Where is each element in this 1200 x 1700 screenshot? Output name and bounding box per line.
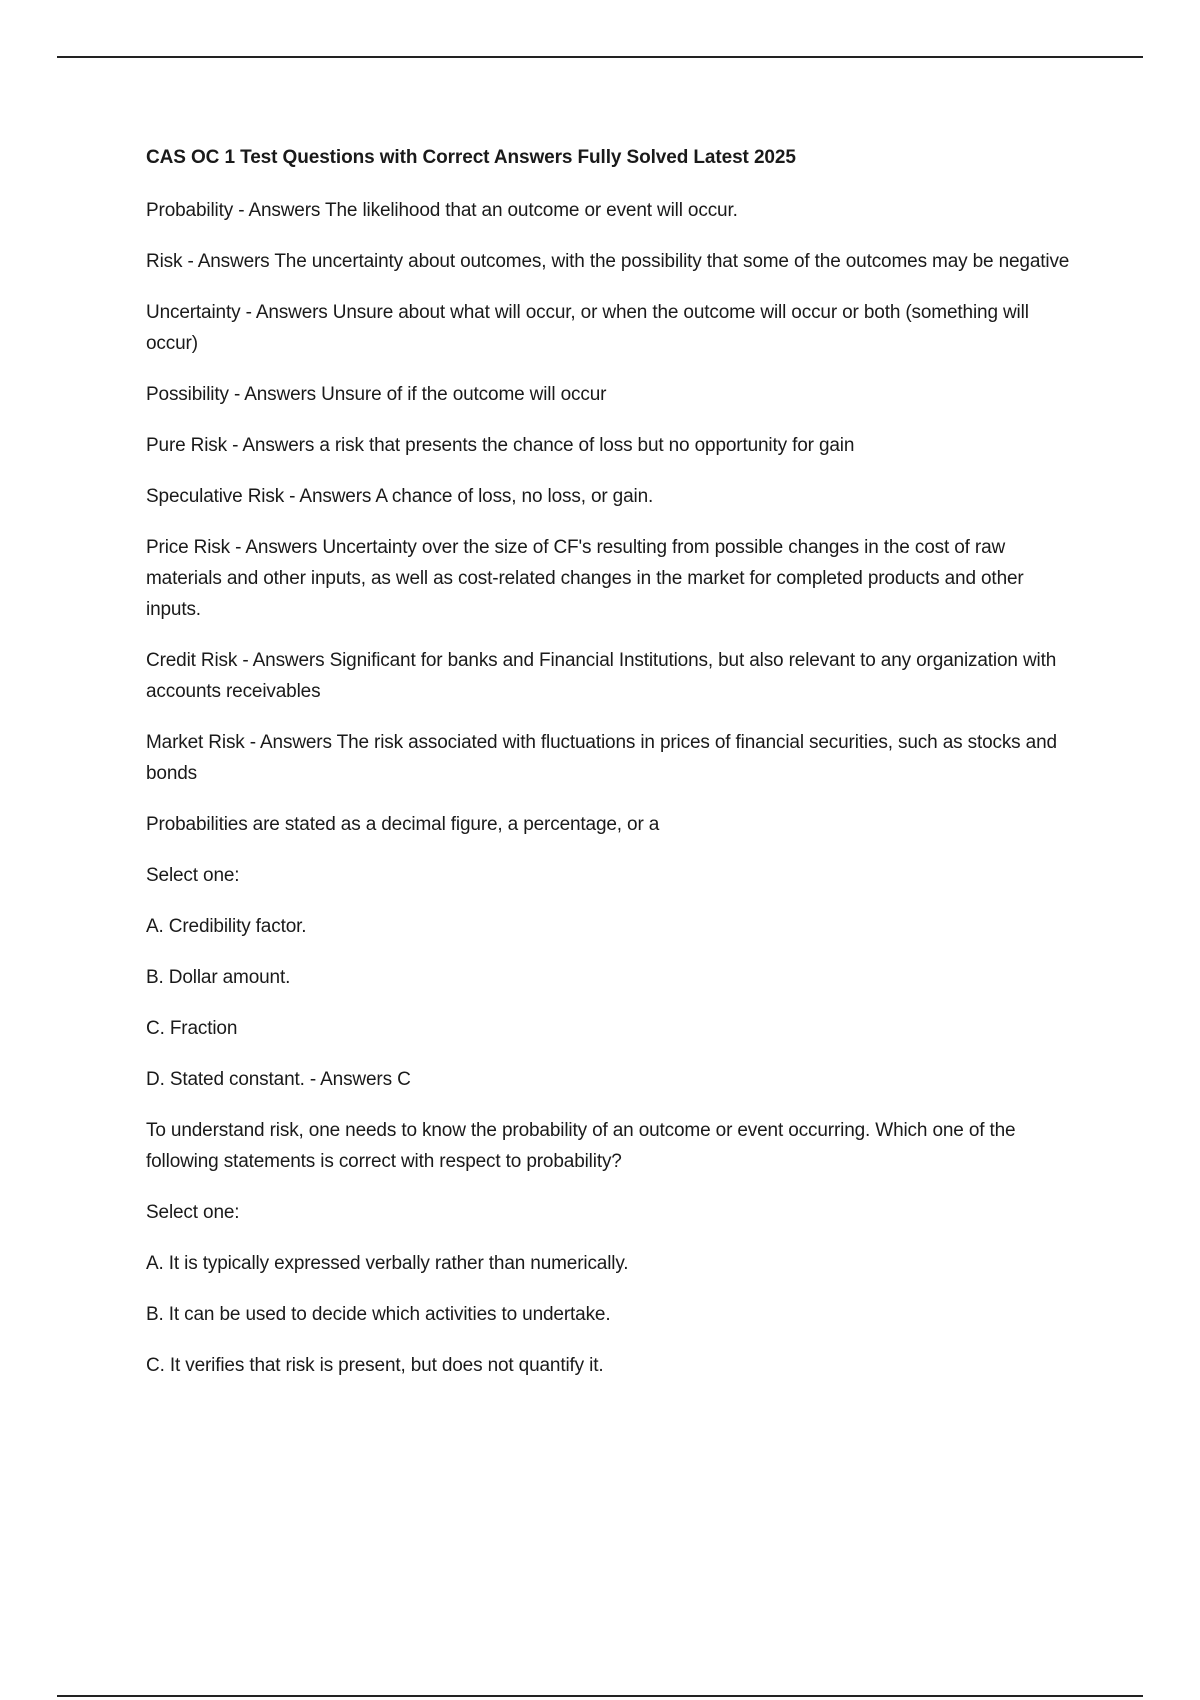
definition-pure-risk: Pure Risk - Answers a risk that presents the chance of loss but no opportunity for gain [146, 435, 855, 456]
definition-possibility: Possibility - Answers Unsure of if the outcome will occur [146, 384, 607, 405]
definition-price-risk: Price Risk - Answers Uncertainty over the size of CF's resulting from possible changes in the cost of raw materials and other inputs, as well as cost-related changes in the market for completed products and other inputs. [146, 537, 1024, 620]
question-2-select-prompt: Select one: [146, 1202, 240, 1223]
question-2-option-c: C. It verifies that risk is present, but does not quantify it. [146, 1355, 604, 1376]
document-title: CAS OC 1 Test Questions with Correct Answers Fully Solved Latest 2025 [146, 147, 796, 168]
footer-rule [57, 1695, 1143, 1697]
question-1-option-a: A. Credibility factor. [146, 916, 307, 937]
question-1-option-c: C. Fraction [146, 1018, 238, 1039]
document-body [146, 143, 1081, 1401]
definition-speculative-risk: Speculative Risk - Answers A chance of loss, no loss, or gain. [146, 486, 654, 507]
definition-market-risk: Market Risk - Answers The risk associated with fluctuations in prices of financial securities, such as stocks and bonds [146, 732, 1057, 784]
definition-probability: Probability - Answers The likelihood that an outcome or event will occur. [146, 200, 738, 221]
question-2-stem: To understand risk, one needs to know the probability of an outcome or event occurring. Which one of the following statements is correct with respect to probability? [146, 1120, 1016, 1172]
definition-risk: Risk - Answers The uncertainty about outcomes, with the possibility that some of the outcomes may be negative [146, 251, 1070, 272]
question-1-option-b: B. Dollar amount. [146, 967, 291, 988]
question-2-option-b: B. It can be used to decide which activities to undertake. [146, 1304, 611, 1325]
question-1-stem: Probabilities are stated as a decimal figure, a percentage, or a [146, 814, 660, 835]
header-rule [57, 56, 1143, 58]
question-2-option-a: A. It is typically expressed verbally rather than numerically. [146, 1253, 629, 1274]
question-1-select-prompt: Select one: [146, 865, 240, 886]
definition-credit-risk: Credit Risk - Answers Significant for banks and Financial Institutions, but also relevant to any organization with accounts receivables [146, 650, 1057, 702]
question-1-option-d: D. Stated constant. - Answers C [146, 1069, 411, 1090]
definition-uncertainty: Uncertainty - Answers Unsure about what will occur, or when the outcome will occur or both (something will occur) [146, 302, 1029, 354]
